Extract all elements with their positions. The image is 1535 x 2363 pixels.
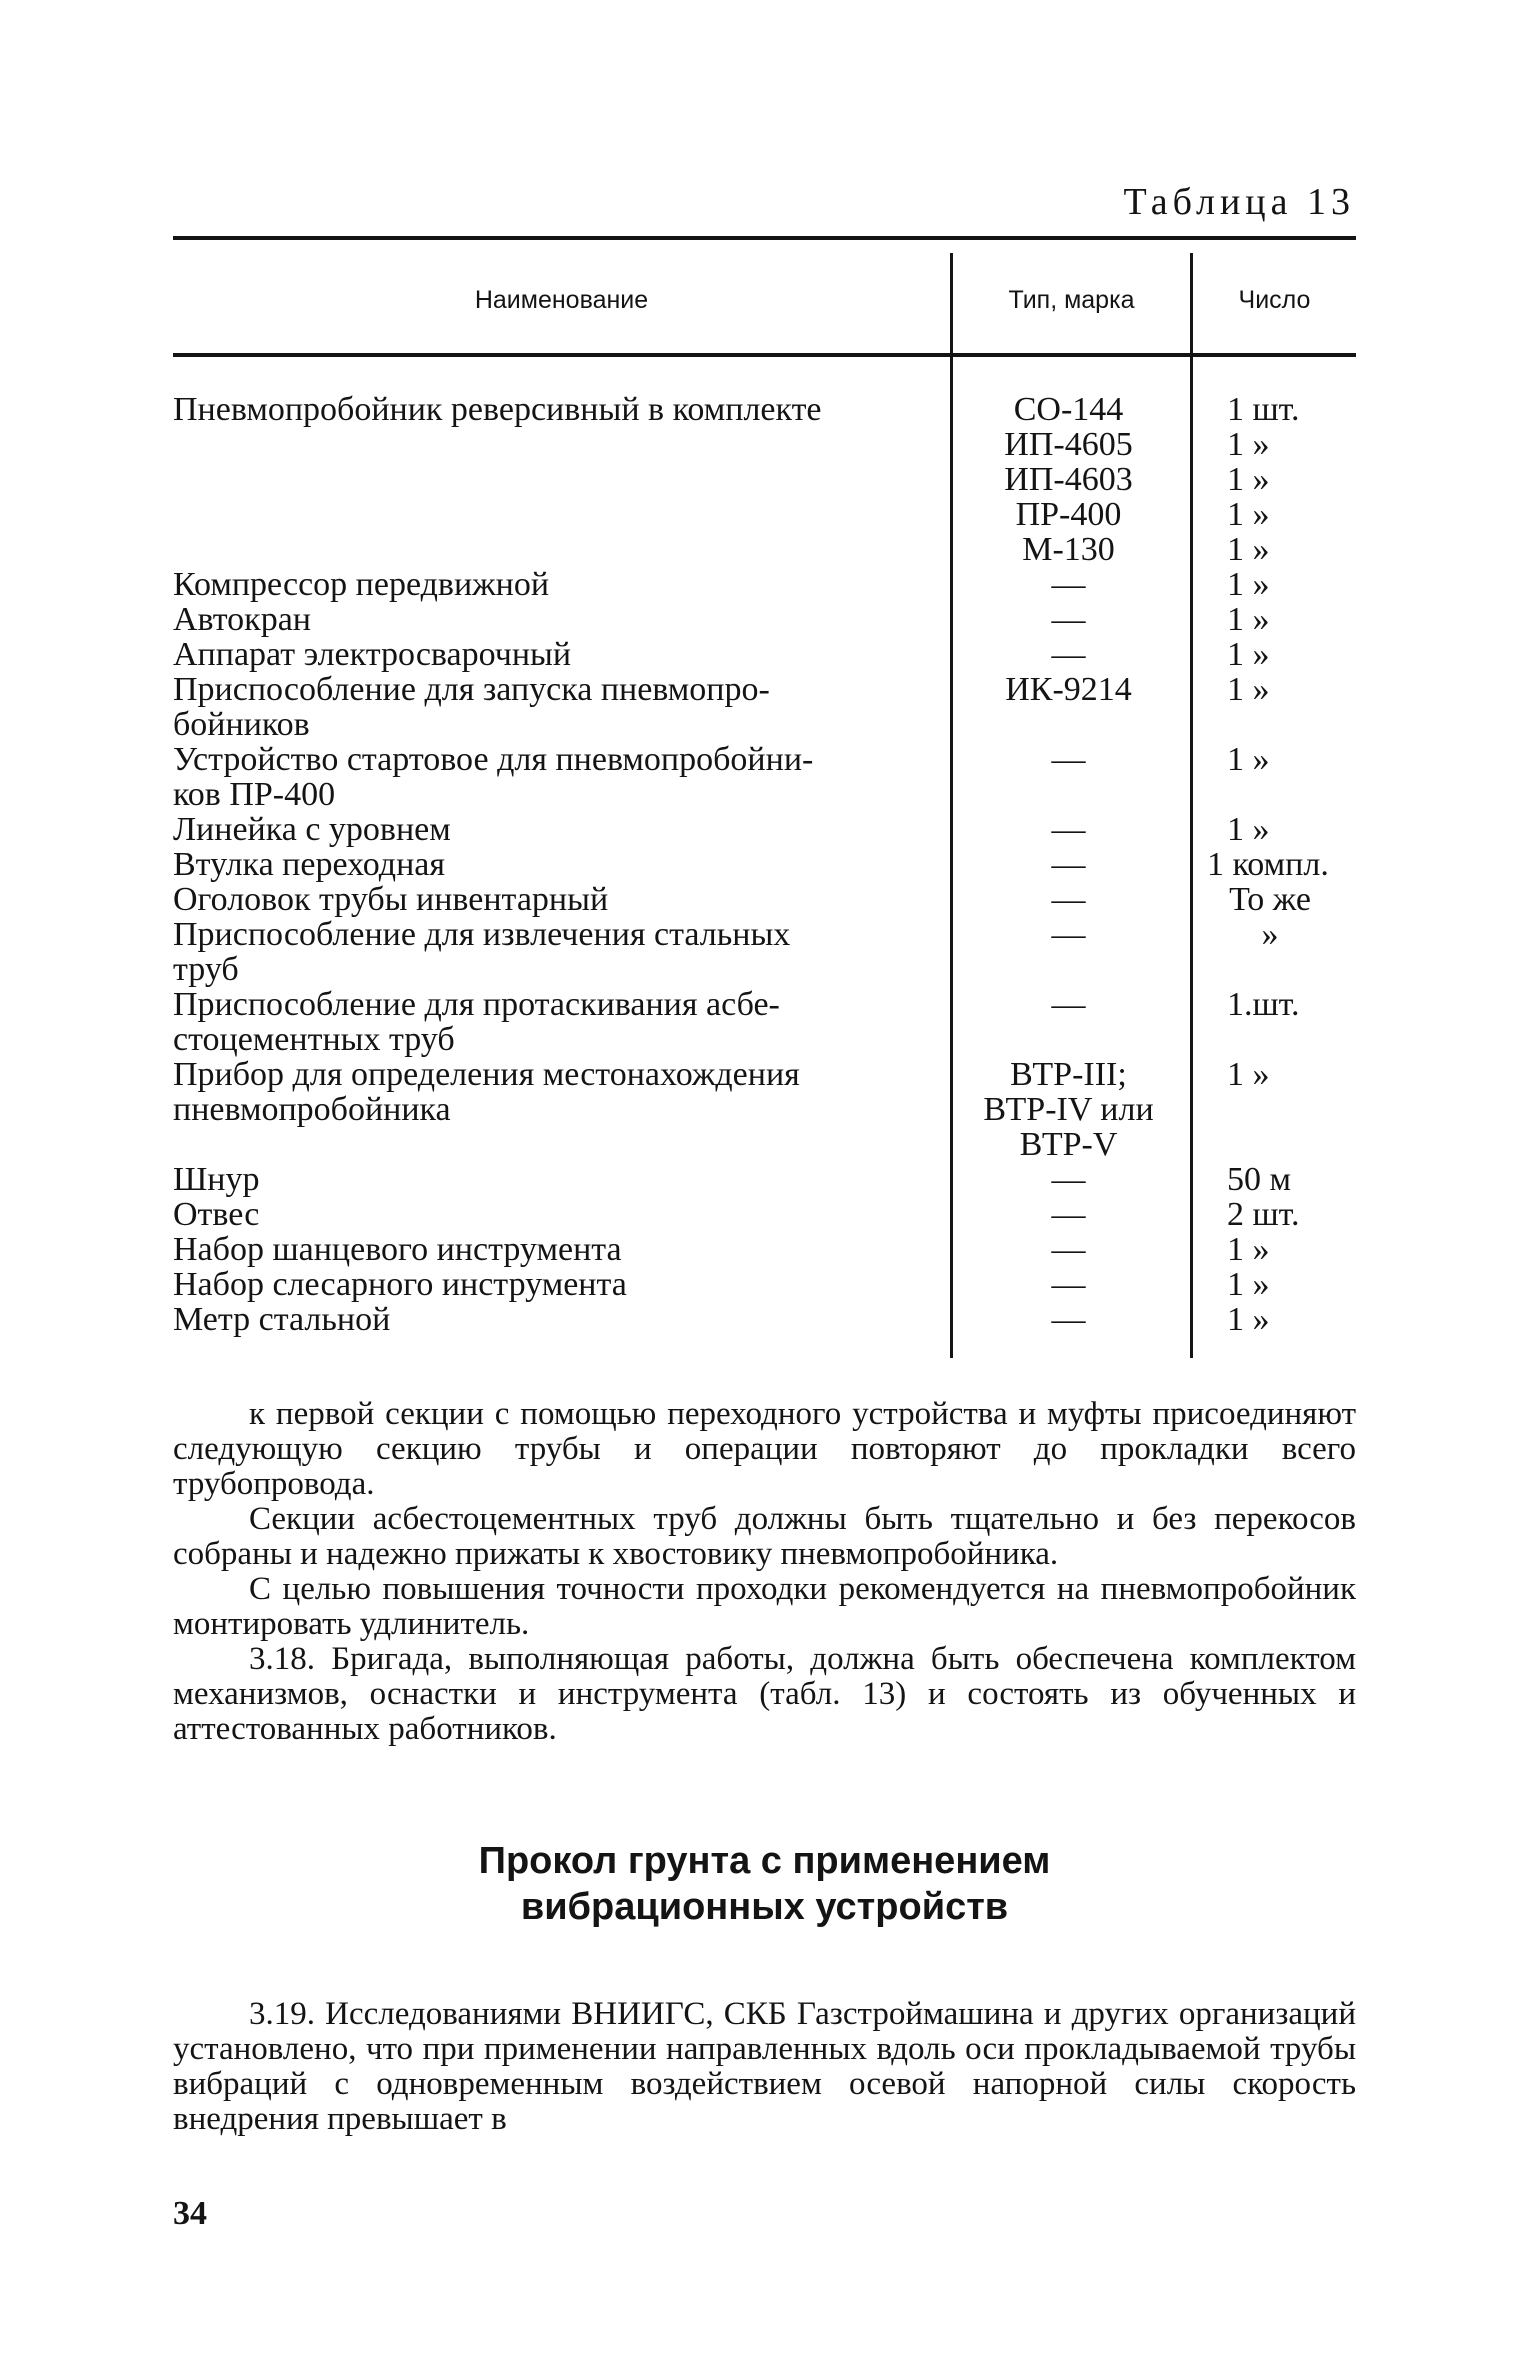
header-name: Наименование (474, 286, 649, 314)
cell-name (173, 1197, 950, 1232)
table-row (173, 812, 1356, 847)
cell-name-line: бойников (173, 706, 310, 743)
cell-name-line: Набор слесарного инструмента (173, 1266, 627, 1303)
cell-name (173, 427, 950, 462)
cell-name (173, 1302, 950, 1337)
cell-name-line (173, 497, 933, 532)
table-row (173, 392, 1356, 427)
table-row (173, 1162, 1356, 1197)
table-row (173, 847, 1356, 882)
table-row (173, 1197, 1356, 1232)
cell-type (950, 532, 1187, 567)
cell-name-line (173, 462, 933, 497)
cell-type-line: ИП-4603 (1004, 461, 1133, 498)
table-caption: Таблица 13 (1123, 181, 1355, 223)
cell-count: 1 » (1227, 601, 1270, 638)
cell-type (950, 1302, 1187, 1337)
cell-name (173, 1057, 950, 1162)
cell-name (173, 462, 950, 497)
cell-type (950, 637, 1187, 672)
cell-count: 1 » (1227, 811, 1270, 848)
table-row (173, 917, 1356, 987)
body-text-2 (173, 1997, 1356, 2137)
cell-type (950, 847, 1187, 882)
cell-count: 1 шт. (1227, 391, 1300, 428)
paragraph: 3.19. Исследованиями ВНИИГС, СКБ Газстроймашина и других организаций установлено, что при применении направленных вдоль оси прокладываемой трубы вибраций с одновременным воздействием осевой напорной силы скорость внедрения превышает в (173, 1996, 1356, 2137)
table-row (173, 1267, 1356, 1302)
cell-type-line: — (1051, 601, 1086, 638)
cell-type-line: — (1051, 881, 1086, 918)
cell-type-line: — (1051, 846, 1086, 883)
cell-type-line: ВТР-III; (1010, 1056, 1127, 1093)
paragraph: 3.18. Бригада, выполняющая работы, должна быть обеспечена комплектом механизмов, оснастки и инструмента (табл. 13) и состоять из обученных и аттестованных работников. (173, 1641, 1356, 1747)
cell-type-line: — (1051, 986, 1086, 1023)
cell-name (173, 567, 950, 602)
table-body (173, 392, 1356, 1337)
cell-count: 1.шт. (1227, 986, 1300, 1023)
cell-count: 1 » (1227, 636, 1270, 673)
cell-type-line: СО-144 (1013, 391, 1124, 428)
cell-name-line: Приспособление для запуска пневмопро- (173, 671, 770, 708)
table-row (173, 497, 1356, 532)
cell-count: 1 » (1227, 531, 1270, 568)
cell-count: То же (1229, 881, 1311, 918)
cell-type-line: ВТР-IV или (983, 1091, 1154, 1128)
table-row (173, 987, 1356, 1057)
body-text (173, 1397, 1356, 1747)
table-row (173, 602, 1356, 637)
cell-type (950, 497, 1187, 532)
table-header-rule (173, 353, 1356, 357)
cell-name-line: Приспособление для протаскивания асбе- (173, 986, 780, 1023)
cell-count: 1 » (1227, 1056, 1270, 1093)
cell-name-line: Метр стальной (173, 1301, 391, 1338)
cell-type (950, 1267, 1187, 1302)
table-row (173, 462, 1356, 497)
cell-name-line: Приспособление для извлечения стальных (173, 916, 791, 953)
cell-name-line: пневмопробойника (173, 1091, 451, 1128)
cell-name (173, 1162, 950, 1197)
cell-type (950, 1057, 1187, 1162)
cell-name-line: Линейка с уровнем (173, 811, 451, 848)
cell-name (173, 987, 950, 1057)
cell-type (950, 1232, 1187, 1267)
cell-name (173, 392, 950, 427)
cell-name-line: Автокран (173, 601, 311, 638)
cell-count: 1 » (1227, 1301, 1270, 1338)
section-heading-line: вибрационных устройств (520, 1886, 1009, 1928)
paragraph: к первой секции с помощью переходного устройства и муфты присоединяют следующую секцию трубы и операции повторяют до прокладки всего трубопровода. (173, 1396, 1356, 1502)
cell-name (173, 1232, 950, 1267)
cell-type-line: ИК-9214 (1005, 671, 1132, 708)
table-row (173, 1302, 1356, 1337)
cell-type-line: — (1051, 1196, 1086, 1233)
cell-type (950, 812, 1187, 847)
section-heading (173, 1838, 1356, 1930)
cell-name-line: Отвес (173, 1196, 260, 1233)
cell-type-line: — (1051, 916, 1086, 953)
cell-name (173, 637, 950, 672)
cell-type (950, 917, 1187, 987)
table-row (173, 567, 1356, 602)
table-row (173, 1232, 1356, 1267)
table-row (173, 1057, 1356, 1162)
cell-name-line: стоцементных труб (173, 1021, 455, 1058)
cell-name (173, 812, 950, 847)
cell-type-line: — (1051, 1266, 1086, 1303)
cell-type-line: — (1051, 636, 1086, 673)
cell-type (950, 392, 1187, 427)
cell-name-line: Устройство стартовое для пневмопробойни- (173, 741, 814, 778)
cell-type-line: М-130 (1022, 531, 1115, 568)
cell-type (950, 1197, 1187, 1232)
cell-count: 1 » (1227, 461, 1270, 498)
cell-name-line: Оголовок трубы инвентарный (173, 881, 609, 918)
cell-name (173, 497, 950, 532)
table-top-rule (173, 236, 1356, 240)
cell-name-line: Набор шанцевого инструмента (173, 1231, 622, 1268)
cell-type-line: ВТР-V (1019, 1126, 1118, 1163)
cell-type (950, 462, 1187, 497)
cell-name-line (173, 427, 933, 462)
cell-name (173, 882, 950, 917)
cell-name-line: труб (173, 951, 239, 988)
cell-name (173, 917, 950, 987)
table-row (173, 672, 1356, 742)
cell-type (950, 742, 1187, 812)
cell-type (950, 427, 1187, 462)
header-count: Число (1238, 286, 1311, 314)
table-row (173, 882, 1356, 917)
paragraph: Секции асбестоцементных труб должны быть тщательно и без перекосов собраны и надежно прижаты к хвостовику пневмопробойника. (173, 1501, 1356, 1572)
table-row (173, 427, 1356, 462)
cell-count: 1 » (1227, 741, 1270, 778)
cell-name (173, 672, 950, 742)
cell-count: 50 м (1227, 1161, 1292, 1198)
cell-name-line (173, 532, 933, 567)
cell-type-line: — (1051, 1301, 1086, 1338)
cell-type-line: — (1051, 566, 1086, 603)
cell-name (173, 742, 950, 812)
header-type: Тип, марка (1008, 286, 1135, 314)
cell-count: 1 » (1227, 496, 1270, 533)
page-number: 34 (173, 2195, 207, 2232)
table-row (173, 532, 1356, 567)
cell-count: 1 компл. (1207, 846, 1329, 883)
table-row (173, 637, 1356, 672)
cell-type-line: ПР-400 (1015, 496, 1122, 533)
cell-type (950, 672, 1187, 742)
cell-type (950, 602, 1187, 637)
cell-name-line: Шнур (173, 1161, 260, 1198)
cell-count: 1 » (1227, 426, 1270, 463)
cell-type (950, 987, 1187, 1057)
cell-type (950, 882, 1187, 917)
cell-name-line: Компрессор передвижной (173, 566, 550, 603)
cell-count: 1 » (1227, 671, 1270, 708)
cell-type (950, 567, 1187, 602)
cell-name (173, 532, 950, 567)
cell-type-line: — (1051, 741, 1086, 778)
cell-name-line: Прибор для определения местонахождения (173, 1056, 800, 1093)
cell-name (173, 602, 950, 637)
cell-count: 2 шт. (1227, 1196, 1300, 1233)
cell-count: » (1261, 916, 1279, 953)
section-heading-line: Прокол грунта с применением (478, 1840, 1051, 1882)
cell-count: 1 » (1227, 1266, 1270, 1303)
cell-name-line: Аппарат электросварочный (173, 636, 572, 673)
cell-type-line: ИП-4605 (1004, 426, 1133, 463)
cell-name (173, 847, 950, 882)
table-row (173, 742, 1356, 812)
paragraph: С целью повышения точности проходки рекомендуется на пневмопробойник монтировать удлинитель. (173, 1571, 1356, 1642)
cell-type (950, 1162, 1187, 1197)
cell-type-line: — (1051, 1161, 1086, 1198)
cell-name-line: ков ПР-400 (173, 776, 336, 813)
cell-name (173, 1267, 950, 1302)
cell-count: 1 » (1227, 1231, 1270, 1268)
cell-type-line: — (1051, 811, 1086, 848)
cell-name-line: Пневмопробойник реверсивный в комплекте (173, 391, 822, 428)
cell-type-line: — (1051, 1231, 1086, 1268)
cell-count: 1 » (1227, 566, 1270, 603)
cell-name-line: Втулка переходная (173, 846, 446, 883)
